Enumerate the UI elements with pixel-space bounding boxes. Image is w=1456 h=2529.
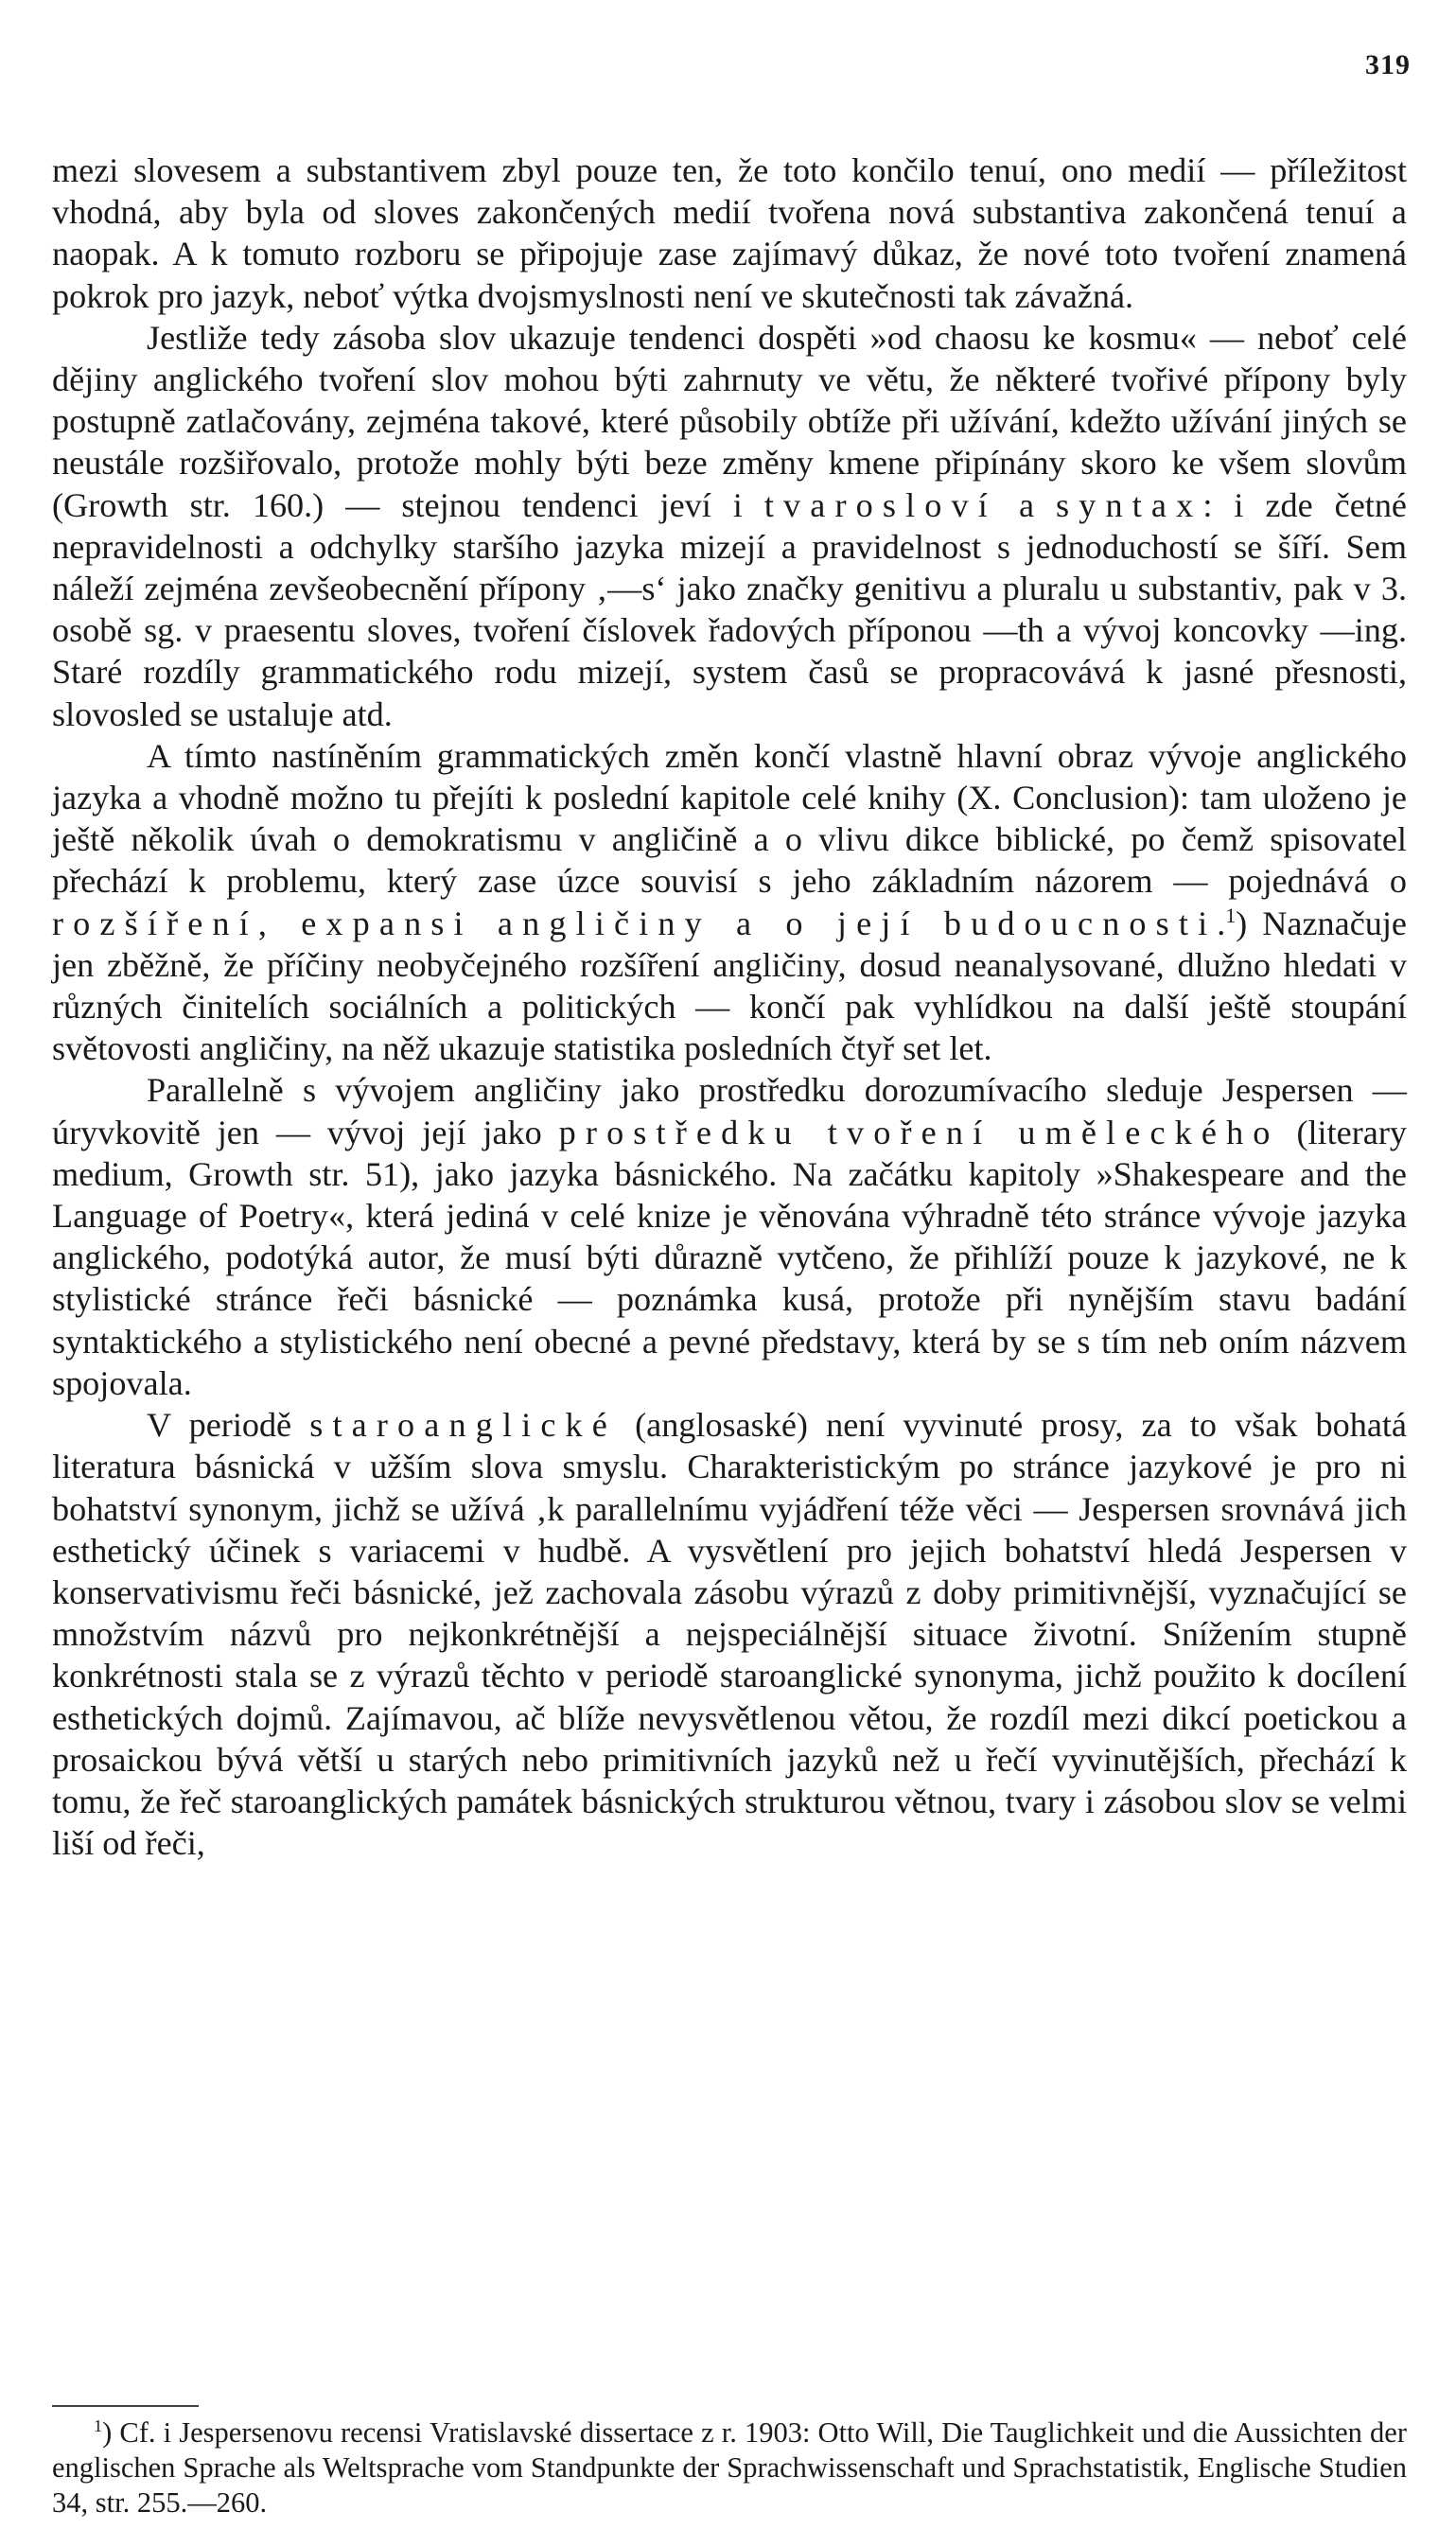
text-run: Parallelně s vývojem angličiny jako prostředku dorozumívacího sleduje Jespersen — úryvkovitě jen — vývoj její jako	[52, 1071, 1407, 1151]
text-run: (literary medium, Growth str. 51), jako jazyka básnického. Na začátku kapitoly »Shakespeare and the Language of Poetry«, která jediná v celé knize je věnována výhradně této stránce vývoje jazyka anglického, podotýká autor, že musí býti důrazně vytčeno, že přihlíží pouze k jazykové, ne k stylistické stránce řeči básnické — poznámka kusá, protože při nynějším stavu badání syntaktického a stylistického není obecné a pevné představy, která by se s tím neb oním názvem spojovala.	[52, 1113, 1407, 1402]
paragraph	[52, 1069, 1407, 1404]
footnote	[52, 2415, 1407, 2520]
text-run: A tímto nastíněním grammatických změn končí vlastně hlavní obraz vývoje anglického jazyka a vhodně možno tu přejíti k poslední kapitole celé knihy (X. Conclusion): tam uloženo je ještě několik úvah o demokratismu v angličině a o vlivu dikce biblické, po čemž spisovatel přechází k problemu, který zase úzce souvisí s jeho základním názorem — pojednává o	[52, 736, 1407, 901]
spaced-emphasis: staroanglické	[309, 1406, 617, 1445]
text-run: Jestliže tedy zásoba slov ukazuje tendenci dospěti »od chaosu ke kosmu« — neboť celé dějiny anglického tvoření slov mohou býti zahrnuty ve větu, že některé tvořivé přípony byly postupně zatlačovány, zejména takové, které působily obtíže při užívání, kdežto užívání jiných se neustále rozšiřovalo, protože mohly býti beze změny kmene připínány skoro ke všem slovům (Growth str. 160.) — stejnou tendenci jeví i	[52, 318, 1407, 524]
text-run: (anglosaské) není vyvinuté prosy, za to však bohatá literatura básnická v užším slova smyslu. Charakteristickým po stránce jazykové je pro ni bohatství synonym, jichž se užívá ‚k parallelnímu vyjádření téže věci — Jespersen srovnává jich esthetický účinek s variacemi v hudbě. A vysvětlení pro jejich bohatství hledá Jespersen v konservativismu řeči básnické, jež zachovala zásobu výrazů z doby primitivnější, vyznačující se množstvím názvů pro nejkonkrétnější a nejspeciálnější situace životní. Snížením stupně konkrétnosti stala se z výrazů těchto v periodě staroanglické synonyma, jichž použito k docílení esthetických dojmů. Zajímavou, ač blíže nevysvětlenou větou, že rozdíl mezi dikcí poetickou a prosaickou bývá větší u starých nebo primitivních jazyků než u řečí vyvinutějších, přechází k tomu, že řeč staroanglických památek básnických strukturou větnou, tvary i zásobou slov se velmi liší od řeči,	[52, 1406, 1407, 1863]
paragraph	[52, 317, 1407, 735]
footnotes	[52, 2415, 1407, 2520]
page-number: 319	[1365, 49, 1411, 80]
paragraph	[52, 735, 1407, 1070]
paragraph	[52, 149, 1407, 317]
footnote-marker: 1	[94, 2415, 103, 2435]
text-run: a	[996, 485, 1057, 524]
text-run: .	[1217, 904, 1226, 942]
body-text	[52, 149, 1407, 1864]
text-run: : i zde četné nepravidelnosti a odchylky staršího jazyka mizejí a pravidelnost s jednoduchostí se šíří. Sem náleží zejména zevšeobecnění přípony ‚—s‘ jako značky genitivu a pluralu u substantiv, pak v 3. osobě sg. v praesentu sloves, tvoření číslovek řadových příponou —th a vývoj koncovky —ing. Staré rozdíly grammatického rodu mizejí, system časů se propracovává k jasné přesnosti, slovosled se ustaluje atd.	[52, 485, 1407, 733]
spaced-emphasis: syntax	[1056, 485, 1203, 524]
text-run: V periodě	[147, 1406, 310, 1445]
footnote-divider	[52, 2405, 199, 2407]
spaced-emphasis: rozšíření, expansi angličiny a o její budoucnosti	[52, 904, 1218, 942]
text-run: mezi slovesem a substantivem zbyl pouze ten, že toto končilo tenuí, ono medií — příležitost vhodná, aby byla od sloves zakončených medií tvořena nová substantiva zakončená tenuí a naopak. A k tomuto rozboru se připojuje zase zajímavý důkaz, že nové toto tvoření znamená pokrok pro jazyk, neboť výtka dvojsmyslnosti není ve skutečnosti tak závažná.	[52, 151, 1407, 315]
text-run: ) Naznačuje jen zběžně, že příčiny neobyčejného rozšíření angličiny, dosud neanalysované, dlužno hledati v různých činitelích sociálních a politických — končí pak vyhlídkou na další ještě stoupání světovosti angličiny, na něž ukazuje statistika posledních čtyř set let.	[52, 904, 1407, 1068]
paragraph	[52, 1404, 1407, 1864]
spaced-emphasis: tvarosloví	[763, 485, 997, 524]
footnote-text: ) Cf. i Jespersenovu recensi Vratislavské dissertace z r. 1903: Otto Will, Die Tauglichkeit und die Aussichten der englischen Sprache als Weltsprache vom Standpunkte der Sprachwissenschaft und Sprachstatistik, Englische Studien 34, str. 255.—260.	[52, 2416, 1407, 2519]
spaced-emphasis: prostředku tvoření uměleckého	[558, 1113, 1280, 1151]
footnote-ref: 1	[1225, 904, 1237, 927]
